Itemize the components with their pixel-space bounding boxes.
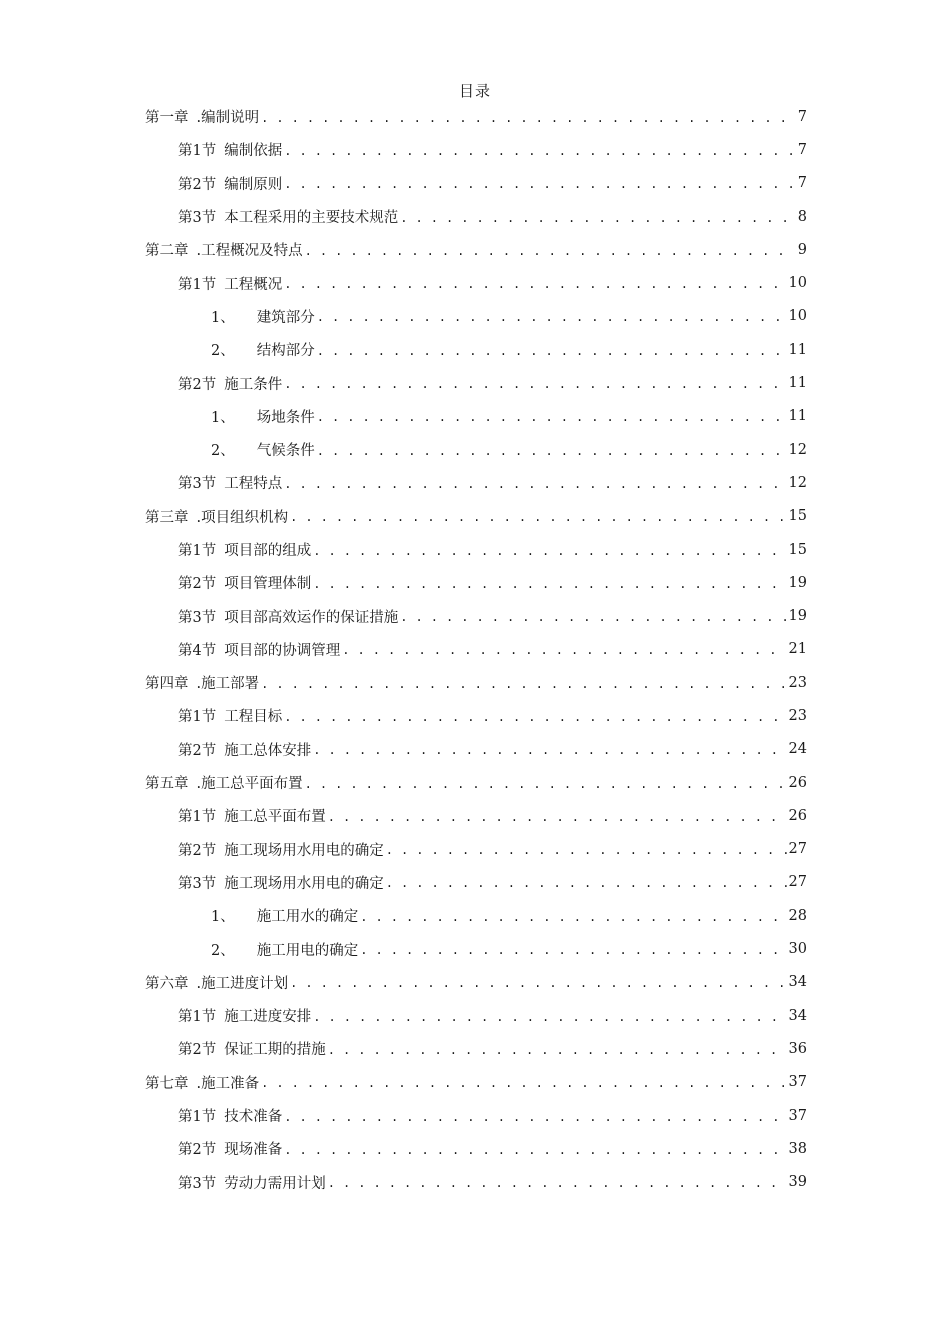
toc-section-entry[interactable] xyxy=(0,466,950,499)
toc-dot-leader xyxy=(284,275,786,293)
toc-entry-title: .项目组织机构 xyxy=(196,509,289,526)
toc-page-number: 39 xyxy=(788,1174,807,1191)
toc-entry-title: 现场准备 xyxy=(224,1142,283,1159)
toc-entry-title: 本工程采用的主要技术规范 xyxy=(224,210,399,227)
toc-entry-label: 第4节 xyxy=(178,642,217,659)
toc-dot-leader xyxy=(290,508,786,526)
toc-page-number: 36 xyxy=(788,1040,807,1057)
toc-entry-label: 第1节 xyxy=(178,143,217,160)
toc-entry-text xyxy=(145,239,303,260)
toc-page-number: 23 xyxy=(788,707,807,724)
toc-section-entry[interactable] xyxy=(0,133,950,166)
toc-entry-title: 保证工期的措施 xyxy=(224,1042,326,1059)
toc-section-entry[interactable] xyxy=(0,366,950,399)
toc-section-entry[interactable] xyxy=(0,733,950,766)
toc-entry-label: 2、 xyxy=(211,443,235,460)
toc-subsection-entry[interactable] xyxy=(0,433,950,466)
toc-entry-label: 1、 xyxy=(211,909,235,926)
toc-page-number: 11 xyxy=(788,408,807,425)
toc-dot-leader xyxy=(290,974,786,992)
toc-entry-label: 第1节 xyxy=(178,709,217,726)
toc-entry-title: 施工总体安排 xyxy=(224,742,312,759)
toc-entry-label: 第1节 xyxy=(178,276,217,293)
toc-entry-label: 第2节 xyxy=(178,842,217,859)
toc-entry-text xyxy=(178,805,326,826)
toc-entry-title: 结构部分 xyxy=(256,343,315,360)
toc-page-number: 37 xyxy=(788,1107,807,1124)
toc-entry-text xyxy=(178,539,311,560)
toc-entry-text xyxy=(145,106,259,127)
toc-entry-label: 第1节 xyxy=(178,543,217,559)
toc-page-number: 9 xyxy=(797,241,807,258)
toc-entry-label: 第四章 xyxy=(145,676,189,693)
toc-entry-text xyxy=(211,339,315,360)
toc-entry-text xyxy=(178,705,282,726)
toc-entry-title: 工程特点 xyxy=(224,476,283,493)
toc-entry-title: 施工总平面布置 xyxy=(224,809,326,826)
toc-section-entry[interactable] xyxy=(0,1099,950,1132)
toc-entry-text xyxy=(145,772,303,793)
toc-dot-leader xyxy=(360,941,786,959)
toc-section-entry[interactable] xyxy=(0,833,950,866)
toc-dot-leader xyxy=(284,142,795,160)
toc-entry-title: 工程概况 xyxy=(224,276,283,293)
toc-dot-leader xyxy=(284,1108,786,1126)
toc-section-entry[interactable] xyxy=(0,167,950,200)
toc-entry-title: 建筑部分 xyxy=(256,309,315,326)
toc-section-entry[interactable] xyxy=(0,1166,950,1199)
toc-entry-label: 第三章 xyxy=(145,509,189,526)
toc-entry-text xyxy=(178,273,282,294)
toc-entry-text xyxy=(211,439,315,460)
toc-entry-label: 第3节 xyxy=(178,476,217,493)
toc-page-number: 37 xyxy=(788,1074,807,1091)
toc-entry-title: .施工部署 xyxy=(196,676,260,693)
toc-section-entry[interactable] xyxy=(0,599,950,632)
toc-subsection-entry[interactable] xyxy=(0,899,950,932)
toc-entry-title: 编制依据 xyxy=(224,143,283,160)
toc-section-entry[interactable] xyxy=(0,866,950,899)
toc-entry-label: 第2节 xyxy=(178,376,217,393)
toc-dot-leader xyxy=(284,175,795,193)
toc-entry-title: 编制原则 xyxy=(224,176,283,193)
toc-page-number: 34 xyxy=(788,1007,807,1024)
toc-dot-leader xyxy=(328,1174,787,1192)
toc-dot-leader xyxy=(284,708,786,726)
toc-dot-leader xyxy=(342,641,786,659)
toc-entry-label: 第2节 xyxy=(178,576,217,593)
toc-entry-text xyxy=(178,1138,282,1159)
toc-dot-leader xyxy=(305,242,795,260)
toc-entry-label: 第1节 xyxy=(178,809,217,826)
toc-entry-text xyxy=(178,139,282,160)
toc-dot-leader xyxy=(386,874,787,892)
toc-entry-title: 施工用电的确定 xyxy=(256,942,359,959)
toc-page-number: 10 xyxy=(788,275,807,292)
toc-entry-text xyxy=(178,872,384,893)
toc-entry-title: 技术准备 xyxy=(224,1109,283,1126)
toc-entry-text xyxy=(211,306,315,327)
toc-dot-leader xyxy=(400,608,786,626)
toc-entry-label: 第一章 xyxy=(145,110,189,127)
toc-entry-label: 第3节 xyxy=(178,210,217,227)
toc-entry-text xyxy=(178,206,398,227)
toc-page-number: 7 xyxy=(797,141,807,158)
toc-entry-label: 第七章 xyxy=(145,1075,189,1092)
toc-entry-title: 施工现场用水用电的确定 xyxy=(224,842,384,859)
toc-entry-label: 第3节 xyxy=(178,1175,217,1192)
toc-section-entry[interactable] xyxy=(0,566,950,599)
toc-section-entry[interactable] xyxy=(0,266,950,299)
toc-page-number: 30 xyxy=(788,941,807,958)
toc-page-number: 26 xyxy=(788,774,807,791)
toc-page-number: 15 xyxy=(788,541,807,558)
toc-chapter-entry[interactable] xyxy=(0,100,950,133)
toc-dot-leader xyxy=(284,375,786,393)
toc-page-number: 26 xyxy=(788,807,807,824)
toc-entry-text xyxy=(178,1038,326,1059)
toc-entry-title: 项目管理体制 xyxy=(224,576,312,593)
toc-dot-leader xyxy=(317,308,787,326)
toc-entry-title: 施工现场用水用电的确定 xyxy=(224,875,384,892)
toc-entry-text xyxy=(145,972,288,993)
toc-dot-leader xyxy=(313,542,786,560)
toc-entry-text xyxy=(145,1072,259,1093)
toc-dot-leader xyxy=(386,841,787,859)
toc-entry-text xyxy=(145,672,259,693)
toc-entry-label: 第2节 xyxy=(178,176,217,193)
toc-page-number: 27 xyxy=(788,874,807,891)
toc-title: 目录 xyxy=(458,82,491,100)
toc-entry-label: 第2节 xyxy=(178,742,217,759)
toc-dot-leader xyxy=(328,1041,787,1059)
toc-entry-title: 施工条件 xyxy=(224,376,283,393)
toc-dot-leader xyxy=(360,908,786,926)
toc-entry-title: 劳动力需用计划 xyxy=(224,1175,326,1192)
toc-page-number: 8 xyxy=(797,208,807,225)
toc-entry-label: 第1节 xyxy=(178,1009,217,1026)
toc-entry-title: 施工用水的确定 xyxy=(256,909,359,926)
toc-chapter-entry[interactable] xyxy=(0,766,950,799)
toc-entry-label: 1、 xyxy=(211,309,235,326)
toc-dot-leader xyxy=(313,575,786,593)
toc-section-entry[interactable] xyxy=(0,1132,950,1165)
toc-page-number: 15 xyxy=(788,508,807,525)
toc-entry-text xyxy=(178,173,282,194)
toc-entry-label: 第六章 xyxy=(145,975,189,992)
toc-entry-title: .施工进度计划 xyxy=(196,975,289,992)
toc-dot-leader xyxy=(284,1141,786,1159)
toc-entry-text xyxy=(178,1172,326,1193)
toc-section-entry[interactable] xyxy=(0,999,950,1032)
toc-page-number: 19 xyxy=(788,608,807,625)
toc-dot-leader xyxy=(328,808,787,826)
toc-dot-leader xyxy=(317,442,787,460)
toc-entry-title: 项目部的组成 xyxy=(224,543,312,559)
toc-subsection-entry[interactable] xyxy=(0,932,950,965)
toc-dot-leader xyxy=(261,109,795,127)
toc-subsection-entry[interactable] xyxy=(0,300,950,333)
toc-entry-text xyxy=(178,606,398,627)
toc-list xyxy=(0,100,950,1199)
toc-page-number: 24 xyxy=(788,741,807,758)
toc-chapter-entry[interactable] xyxy=(0,233,950,266)
toc-page-number: 21 xyxy=(788,641,807,658)
toc-subsection-entry[interactable] xyxy=(0,400,950,433)
toc-page-number: 12 xyxy=(788,474,807,491)
toc-dot-leader xyxy=(261,675,786,693)
toc-section-entry[interactable] xyxy=(0,1032,950,1065)
toc-entry-title: .工程概况及特点 xyxy=(196,243,303,260)
toc-entry-text xyxy=(178,1105,282,1126)
toc-page-number: 28 xyxy=(788,907,807,924)
toc-entry-text xyxy=(178,472,282,493)
toc-chapter-entry[interactable] xyxy=(0,1066,950,1099)
toc-page-number: 11 xyxy=(788,375,807,392)
toc-entry-label: 第2节 xyxy=(178,1042,217,1059)
toc-dot-leader xyxy=(317,408,787,426)
toc-entry-label: 第1节 xyxy=(178,1109,217,1126)
toc-dot-leader xyxy=(305,775,787,793)
toc-page-number: 34 xyxy=(788,974,807,991)
toc-entry-text xyxy=(178,839,384,860)
toc-page-number: 12 xyxy=(788,441,807,458)
toc-entry-title: 施工进度安排 xyxy=(224,1009,312,1026)
toc-page-number: 23 xyxy=(788,674,807,691)
toc-page-number: 19 xyxy=(788,574,807,591)
toc-entry-title: 项目部高效运作的保证措施 xyxy=(224,609,399,626)
toc-entry-text xyxy=(211,406,315,427)
toc-entry-text xyxy=(178,1005,311,1026)
toc-section-entry[interactable] xyxy=(0,533,950,566)
toc-page-number: 27 xyxy=(788,841,807,858)
toc-entry-title: 场地条件 xyxy=(256,409,315,426)
toc-page-number: 7 xyxy=(797,108,807,125)
toc-dot-leader xyxy=(313,741,786,759)
toc-entry-title: .施工总平面布置 xyxy=(196,776,303,793)
toc-entry-text xyxy=(178,373,282,394)
toc-entry-title: 工程目标 xyxy=(224,709,283,726)
toc-entry-label: 2、 xyxy=(211,343,235,360)
toc-entry-text xyxy=(211,905,358,926)
toc-chapter-entry[interactable] xyxy=(0,500,950,533)
toc-dot-leader xyxy=(313,1008,786,1026)
toc-subsection-entry[interactable] xyxy=(0,333,950,366)
toc-entry-title: .编制说明 xyxy=(196,110,260,127)
toc-entry-text xyxy=(178,572,311,593)
toc-entry-text xyxy=(178,639,340,660)
toc-entry-label: 第二章 xyxy=(145,243,189,260)
toc-page-number: 38 xyxy=(788,1140,807,1157)
toc-section-entry[interactable] xyxy=(0,699,950,732)
toc-section-entry[interactable] xyxy=(0,799,950,832)
toc-entry-label: 第3节 xyxy=(178,875,217,892)
toc-entry-label: 1、 xyxy=(211,409,235,426)
toc-section-entry[interactable] xyxy=(0,200,950,233)
toc-dot-leader xyxy=(261,1074,786,1092)
toc-dot-leader xyxy=(284,475,786,493)
toc-entry-label: 第3节 xyxy=(178,609,217,626)
toc-entry-label: 2、 xyxy=(211,942,235,959)
toc-chapter-entry[interactable] xyxy=(0,966,950,999)
toc-entry-label: 第2节 xyxy=(178,1142,217,1159)
toc-page-number: 7 xyxy=(797,175,807,192)
toc-entry-text xyxy=(145,506,288,527)
toc-entry-label: 第五章 xyxy=(145,776,189,793)
toc-dot-leader xyxy=(400,209,795,227)
toc-entry-title: 气候条件 xyxy=(256,443,315,460)
toc-entry-text xyxy=(211,939,358,960)
toc-section-entry[interactable] xyxy=(0,633,950,666)
toc-page-number: 10 xyxy=(788,308,807,325)
toc-page-number: 11 xyxy=(788,341,807,358)
toc-entry-title: 项目部的协调管理 xyxy=(224,642,341,659)
toc-entry-title: .施工准备 xyxy=(196,1075,260,1092)
toc-dot-leader xyxy=(317,342,787,360)
toc-chapter-entry[interactable] xyxy=(0,666,950,699)
toc-entry-text xyxy=(178,739,311,760)
